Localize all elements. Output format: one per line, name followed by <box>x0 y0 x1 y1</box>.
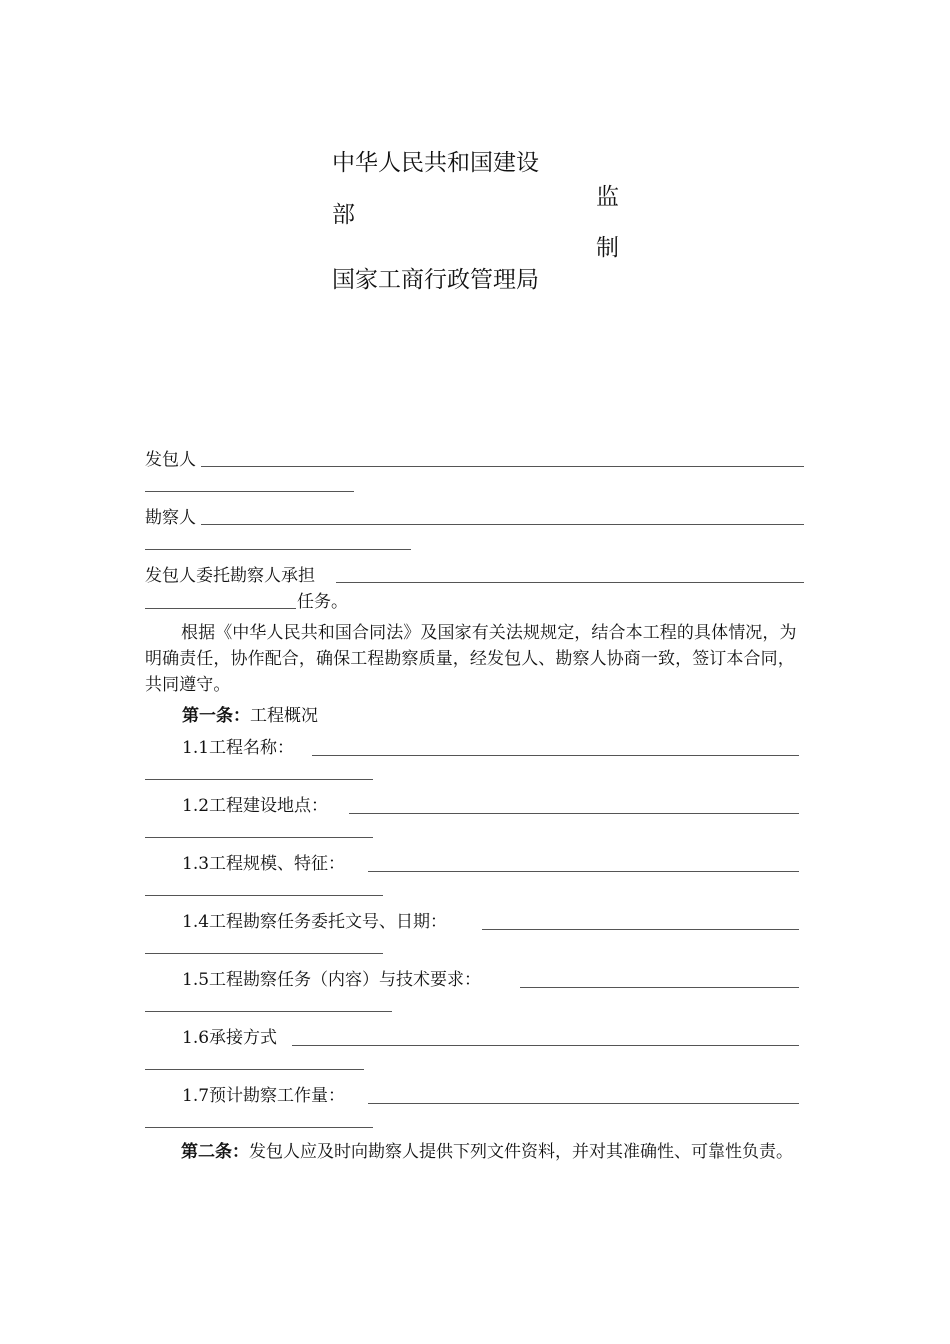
item-1-4-label: 1.4工程勘察任务委托文号、日期： <box>182 912 448 932</box>
article1-number: 第一条： <box>182 706 250 726</box>
item-1-3-field[interactable] <box>368 871 799 872</box>
commission-field-cont[interactable] <box>145 608 296 609</box>
intro-paragraph: 根据《中华人民共和国合同法》及国家有关法规规定，结合本工程的具体情况，为明确责任，协作配合，确保工程勘察质量，经发包人、勘察人协商一致，签订本合同，共同遵守。 <box>145 623 797 695</box>
item-1-2-field[interactable] <box>349 813 799 814</box>
surveyor-field-cont[interactable] <box>145 549 411 550</box>
item-1-4-field-cont[interactable] <box>145 953 383 954</box>
item-1-3-field-cont[interactable] <box>145 895 383 896</box>
header-line-2: 部 <box>332 202 355 228</box>
item-1-5-field-cont[interactable] <box>145 1011 392 1012</box>
item-1-5-field[interactable] <box>520 987 799 988</box>
article2-paragraph <box>145 1139 805 1165</box>
article1-title: 工程概况 <box>250 706 318 726</box>
surveyor-field[interactable] <box>201 524 804 525</box>
item-1-5-label: 1.5工程勘察任务（内容）与技术要求： <box>182 970 482 990</box>
item-1-1-field[interactable] <box>312 755 799 756</box>
item-1-6-field-cont[interactable] <box>145 1069 364 1070</box>
item-1-6-field[interactable] <box>292 1045 799 1046</box>
item-1-7-field-cont[interactable] <box>145 1127 373 1128</box>
item-1-4-field[interactable] <box>482 929 799 930</box>
header-side-2: 制 <box>596 235 619 261</box>
employer-label: 发包人 <box>145 450 196 470</box>
employer-field[interactable] <box>201 466 804 467</box>
article2-text: 发包人应及时向勘察人提供下列文件资料，并对其准确性、可靠性负责。 <box>249 1142 793 1162</box>
article1-heading <box>182 705 318 727</box>
task-suffix: 任务。 <box>297 592 348 612</box>
header-line-1: 中华人民共和国建设 <box>332 150 539 176</box>
employer-field-cont[interactable] <box>145 491 354 492</box>
article2-number: 第二条： <box>181 1142 249 1162</box>
header-side-1: 监 <box>596 184 619 210</box>
item-1-2-field-cont[interactable] <box>145 837 373 838</box>
item-1-2-label: 1.2工程建设地点： <box>182 796 329 816</box>
item-1-1-label: 1.1工程名称： <box>182 738 295 758</box>
item-1-1-field-cont[interactable] <box>145 779 373 780</box>
item-1-3-label: 1.3工程规模、特征： <box>182 854 346 874</box>
item-1-7-field[interactable] <box>368 1103 799 1104</box>
surveyor-label: 勘察人 <box>145 508 196 528</box>
commission-label: 发包人委托勘察人承担 <box>145 566 315 586</box>
item-1-7-label: 1.7预计勘察工作量： <box>182 1086 346 1106</box>
item-1-6-label: 1.6承接方式 <box>182 1028 278 1048</box>
header-line-3: 国家工商行政管理局 <box>332 267 539 293</box>
commission-field[interactable] <box>336 582 804 583</box>
